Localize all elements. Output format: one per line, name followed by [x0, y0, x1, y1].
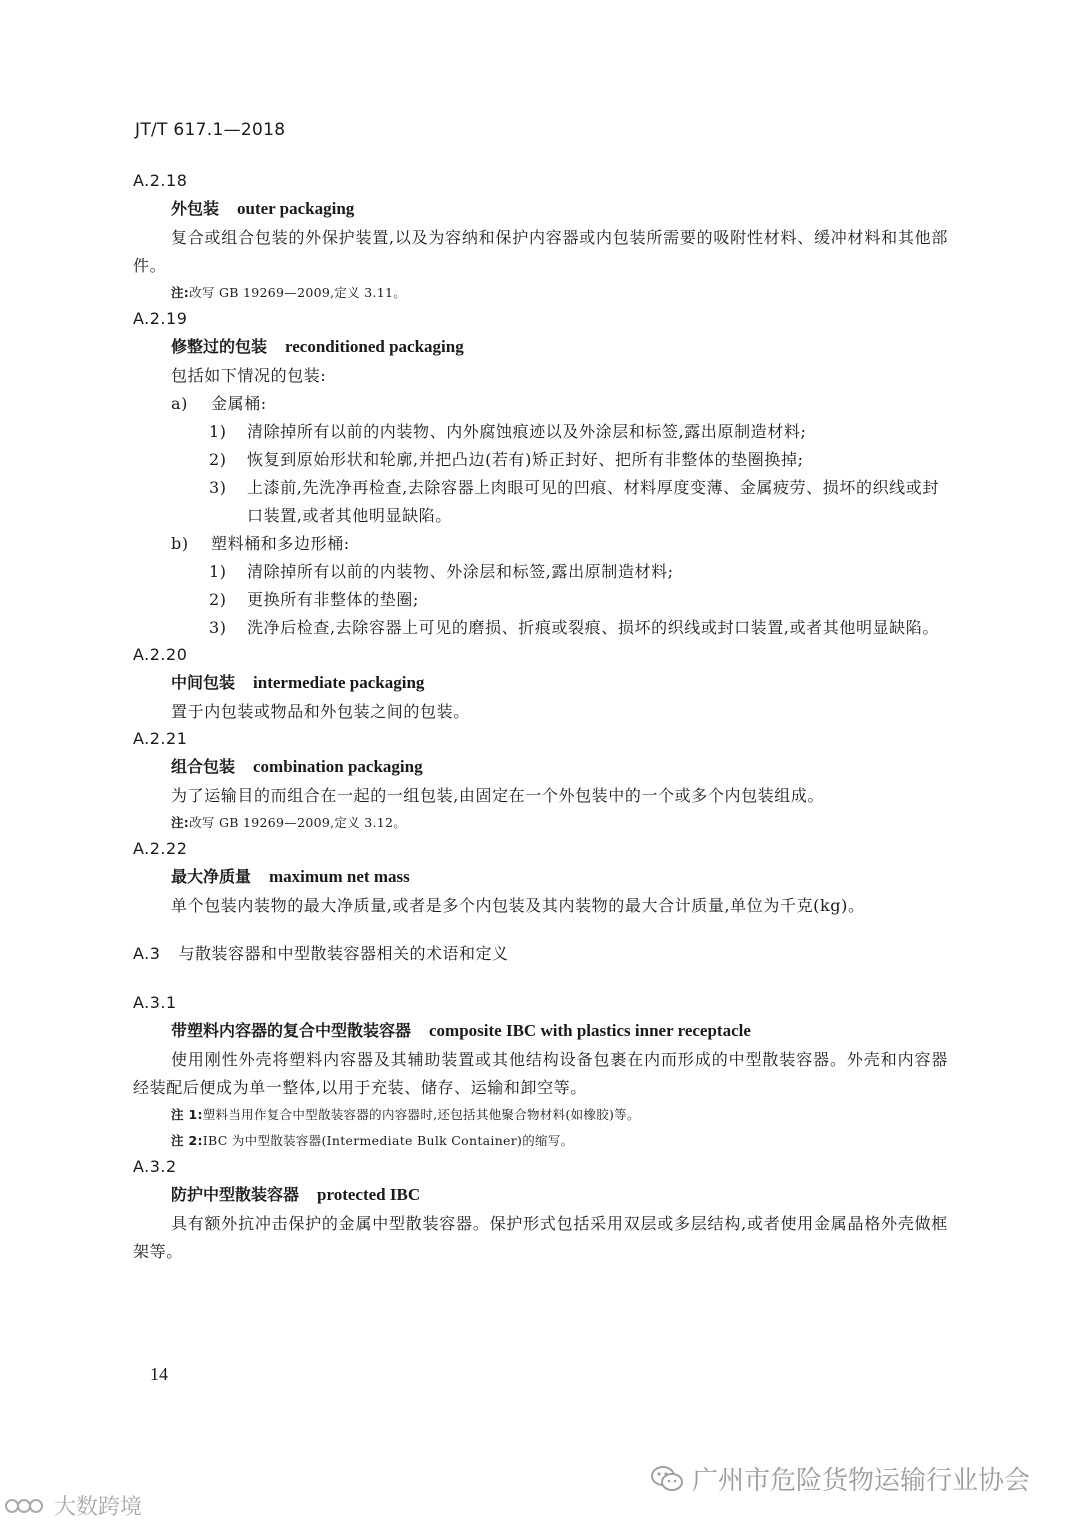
term-heading: [133, 1180, 948, 1210]
list-marker: 2): [209, 590, 227, 609]
sub-list-item: [133, 586, 948, 614]
note: [133, 810, 948, 836]
note-text: 塑料当用作复合中型散装容器的内容器时,还包括其他聚合物材料(如橡胶)等。: [202, 1107, 640, 1122]
sub-list-item: [133, 558, 948, 586]
section-number: A.3: [133, 944, 161, 963]
list-item-text: 洗净后检查,去除容器上可见的磨损、折痕或裂痕、损坏的织线或封口装置,或者其他明显缺陷。: [247, 618, 939, 637]
clause-number: A.3.2: [133, 1157, 177, 1176]
term-heading: [133, 668, 948, 698]
section-title: 与散装容器和中型散装容器相关的术语和定义: [178, 944, 509, 963]
wechat-icon: [650, 1464, 684, 1494]
clause-number: A.2.22: [133, 839, 188, 858]
list-item-text: 恢复到原始形状和轮廓,并把凸边(若有)矫正封好、把所有非整体的垫圈换掉;: [247, 450, 804, 469]
term-en: composite IBC with plastics inner receptacle: [429, 1021, 751, 1040]
list-item-text: 上漆前,先洗净再检查,去除容器上肉眼可见的凹痕、材料厚度变薄、金属疲劳、损坏的织线或封口装置,或者其他明显缺陷。: [247, 478, 939, 525]
clause-number: A.2.19: [133, 309, 188, 328]
term-zh: 组合包装: [171, 757, 236, 776]
list-marker: b): [171, 534, 189, 553]
clause-number: A.3.1: [133, 993, 177, 1012]
term-en: maximum net mass: [269, 867, 410, 886]
logo-icon: [4, 1495, 48, 1517]
note-label: 注:: [171, 815, 190, 830]
list-marker: 3): [209, 618, 227, 637]
clause-number: A.2.21: [133, 729, 188, 748]
definition-intro: 包括如下情况的包装:: [171, 366, 327, 385]
list-item-text: 清除掉所有以前的内装物、外涂层和标签,露出原制造材料;: [247, 562, 674, 581]
definition-text: 置于内包装或物品和外包装之间的包装。: [171, 702, 470, 721]
term-zh: 外包装: [171, 199, 220, 218]
sub-list-item: [133, 446, 948, 474]
term-zh: 修整过的包装: [171, 337, 268, 356]
list-item: [133, 390, 948, 418]
list-marker: a): [171, 394, 188, 413]
clause-number: A.2.20: [133, 645, 188, 664]
term-heading: [133, 332, 948, 362]
term-heading: [133, 194, 948, 224]
section-heading: [133, 940, 948, 968]
list-marker: 1): [209, 562, 227, 581]
list-item-text: 更换所有非整体的垫圈;: [247, 590, 419, 609]
clause-number: A.2.18: [133, 171, 188, 190]
list-item: [133, 530, 948, 558]
term-zh: 防护中型散装容器: [171, 1185, 300, 1204]
term-heading: [133, 752, 948, 782]
term-en: intermediate packaging: [253, 673, 425, 692]
note: [133, 1128, 948, 1154]
watermark-text: 广州市危险货物运输行业协会: [692, 1466, 1031, 1496]
definition-text: 单个包装内装物的最大净质量,或者是多个内包装及其内装物的最大合计质量,单位为千克(kg)。: [171, 896, 865, 915]
note-label: 注 2:: [171, 1133, 203, 1148]
watermark-brand: [4, 1490, 142, 1521]
term-zh: 最大净质量: [171, 867, 252, 886]
watermark-association: [650, 1460, 1030, 1497]
note: [133, 1102, 948, 1128]
list-item-text: 金属桶:: [211, 394, 267, 413]
definition-text: 复合或组合包装的外保护装置,以及为容纳和保护内容器或内包装所需要的吸附性材料、缓冲材料和其他部件。: [133, 228, 948, 275]
standard-code: JT/T 617.1—2018: [135, 120, 286, 140]
definition-text: 为了运输目的而组合在一起的一组包装,由固定在一个外包装中的一个或多个内包装组成。: [171, 786, 825, 805]
note-label: 注 1:: [171, 1107, 203, 1122]
document-body: [133, 168, 948, 1266]
term-heading: [133, 862, 948, 892]
term-en: reconditioned packaging: [285, 337, 464, 356]
definition-text: 具有额外抗冲击保护的金属中型散装容器。保护形式包括采用双层或多层结构,或者使用金属晶格外壳做框架等。: [133, 1214, 948, 1261]
sub-list-item: [133, 418, 948, 446]
sub-list-item: [133, 614, 948, 642]
term-en: protected IBC: [317, 1185, 421, 1204]
note-text: 改写 GB 19269—2009,定义 3.11。: [189, 285, 407, 300]
term-en: outer packaging: [237, 199, 355, 218]
list-marker: 1): [209, 422, 227, 441]
list-item-text: 塑料桶和多边形桶:: [211, 534, 350, 553]
list-marker: 2): [209, 450, 227, 469]
note: [133, 280, 948, 306]
term-zh: 带塑料内容器的复合中型散装容器: [171, 1021, 412, 1040]
definition-text: 使用刚性外壳将塑料内容器及其辅助装置或其他结构设备包裹在内而形成的中型散装容器。外壳和内容器经装配后便成为单一整体,以用于充装、储存、运输和卸空等。: [133, 1050, 948, 1097]
list-marker: 3): [209, 478, 227, 497]
page-number: 14: [150, 1364, 168, 1384]
list-item-text: 清除掉所有以前的内装物、内外腐蚀痕迹以及外涂层和标签,露出原制造材料;: [247, 422, 807, 441]
term-en: combination packaging: [253, 757, 423, 776]
term-heading: [133, 1016, 948, 1046]
note-text: 改写 GB 19269—2009,定义 3.12。: [189, 815, 407, 830]
term-zh: 中间包装: [171, 673, 236, 692]
sub-list-item: [133, 474, 948, 530]
note-text: IBC 为中型散装容器(Intermediate Bulk Container)的缩写。: [202, 1133, 574, 1148]
note-label: 注:: [171, 285, 190, 300]
watermark-text: 大数跨境: [54, 1495, 143, 1520]
